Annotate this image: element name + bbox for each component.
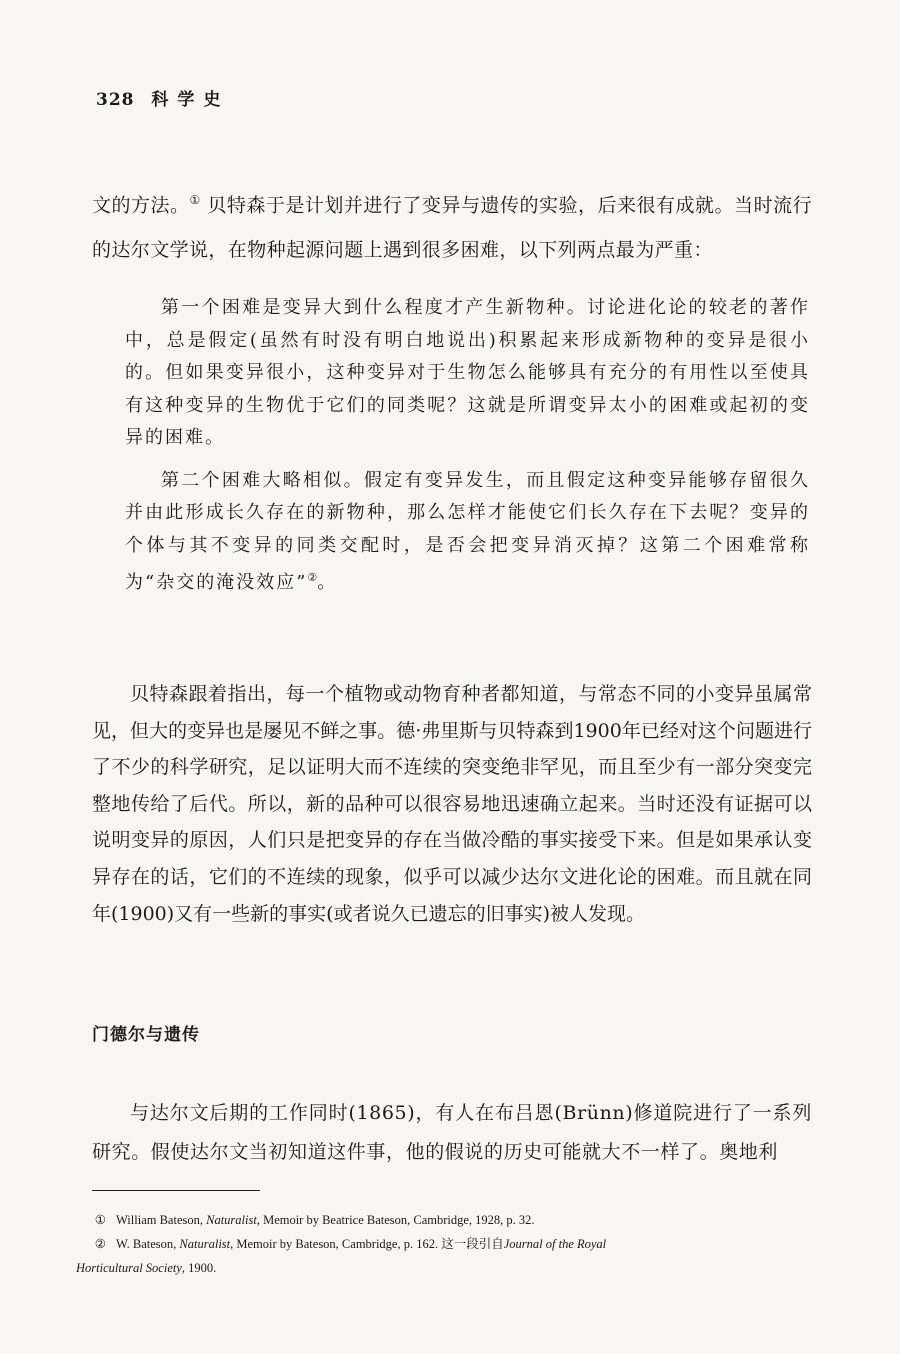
body-paragraph: 贝特森跟着指出，每一个植物或动物育种者都知道，与常态不同的小变异虽属常见，但大的变异也是屡见不鲜之事。德·弗里斯与贝特森到1900年已经对这个问题进行了不少的科学研究，足以证明大而不连续的突变绝非罕见，而且至少有一部分突变完整地传给了后代。所以，新的品种可以很容易地迅速确立起来。当时还没有证据可以说明变异的原因，人们只是把变异的存在当做冷酷的事实接受下来。但是如果承认变异存在的话，它们的不连续的现象，似乎可以减少达尔文进化论的困难。而且就在同年(1900)又有一些新的事实(或者说久已遗忘的旧事实)被人发现。 xyxy=(92,683,812,925)
book-title: 科学史 xyxy=(151,90,230,110)
section-heading: 门德尔与遗传 xyxy=(92,1025,200,1045)
quote-paragraph-1: 第一个困难是变异大到什么程度才产生新物种。讨论进化论的较老的著作中，总是假定(虽然有时没有明白地说出)积累起来形成新物种的变异是很小的。但如果变异很小，这种变异对于生物怎么能够具有充分的有用性以至使具有这种变异的生物优于它们的同类呢？这就是所谓变异太小的困难或起初的变异的困难。 xyxy=(125,297,810,448)
footnotes xyxy=(76,1208,816,1280)
quote-paragraph-2-end: 。 xyxy=(317,572,338,593)
footnote-2-author: W. Bateson, xyxy=(116,1237,180,1251)
footnote-1 xyxy=(76,1208,816,1232)
footnote-2-journal-a: Journal of the Royal xyxy=(503,1237,607,1251)
quote-paragraph-2 xyxy=(125,465,810,600)
footnote-2-detail: , Memoir by Bateson, Cambridge, p. 162. 这一段引自 xyxy=(230,1237,504,1251)
footnote-1-title: Naturalist xyxy=(206,1213,257,1227)
block-quote xyxy=(125,292,810,600)
footnote-1-author: William Bateson, xyxy=(116,1213,207,1227)
footnote-2 xyxy=(76,1232,816,1256)
page-number: 328 xyxy=(96,90,135,110)
intro-text-a: 文的方法。 xyxy=(92,194,190,217)
footnote-ref-2[interactable]: ② xyxy=(307,571,318,584)
footnote-2-continued xyxy=(76,1256,816,1280)
footnote-ref-1[interactable]: ① xyxy=(189,193,201,207)
footnote-1-detail: , Memoir by Beatrice Bateson, Cambridge, 1928, p. 32. xyxy=(256,1213,535,1227)
footnote-2-title: Naturalist xyxy=(179,1237,231,1251)
footnote-1-mark: ① xyxy=(94,1213,106,1227)
footnote-2-journal-b: Horticultural Society xyxy=(76,1261,182,1275)
quote-paragraph-2-text: 第二个困难大略相似。假定有变异发生，而且假定这种变异能够存留很久并由此形成长久存在的新物种，那么怎样才能使它们长久存在下去呢？变异的个体与其不变异的同类交配时，是否会把变异消灭掉？这第二个困难常称为“杂交的淹没效应” xyxy=(125,469,810,593)
footnote-2-mark: ② xyxy=(94,1237,106,1251)
intro-text-b: 贝特森于是计划并进行了变异与遗传的实验，后来很有成就。当时流行的达尔文学说，在物种起源问题上遇到很多困难，以下列两点最为严重： xyxy=(92,194,812,262)
footnote-divider xyxy=(92,1190,260,1191)
footnote-2-year: , 1900. xyxy=(181,1261,217,1275)
intro-paragraph xyxy=(92,178,812,273)
running-header xyxy=(96,85,229,110)
section-paragraph: 与达尔文后期的工作同时(1865)，有人在布吕恩(Brünn)修道院进行了一系列研究。假使达尔文当初知道这件事，他的假说的历史可能就大不一样了。奥地利 xyxy=(92,1102,812,1163)
